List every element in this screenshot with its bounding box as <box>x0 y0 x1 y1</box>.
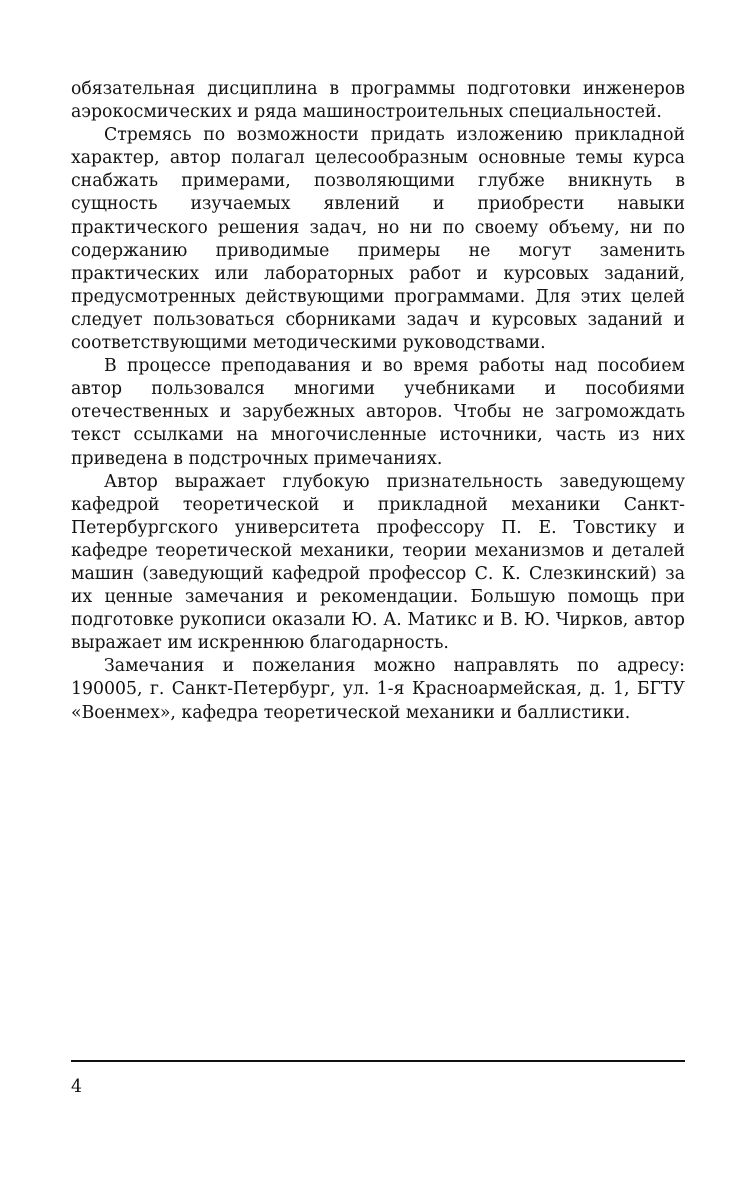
paragraph-continuation: обязательная дисциплина в программы подготовки инженеров аэрокосмических и ряда машиностроительных специальностей. <box>71 79 685 123</box>
paragraph-contact-address: Замечания и пожелания можно направлять по адресу: 190005, г. Санкт-Петербург, ул. 1-я Красноармейская, д. 1, БГТУ «Военмех», кафедра теоретической механики и баллистики. <box>71 656 685 723</box>
footer-divider <box>71 1060 685 1062</box>
page-body-text <box>71 78 685 725</box>
paragraph-acknowledgements: Автор выражает глубокую признательность заведующему кафедрой теоретической и прикладной механики Санкт-Петербургского университета профессору П. Е. Товстику и кафедре теоретической механики, теории механизмов и деталей машин (заведующий кафедрой профессор С. К. Слезкинский) за их ценные замечания и рекомендации. Большую помощь при подготовке рукописи оказали Ю. А. Матикс и В. Ю. Чирков, автор выражает им искреннюю благодарность. <box>71 471 685 654</box>
page-number: 4 <box>71 1077 82 1097</box>
paragraph-sources: В процессе преподавания и во время работы над пособием автор пользовался многими учебниками и пособиями отечественных и зарубежных авторов. Чтобы не загромождать текст ссылками на многочисленные источники, часть из них приведена в подстрочных примечаниях. <box>71 356 685 469</box>
paragraph-examples: Стремясь по возможности придать изложению прикладной характер, автор полагал целесообразным основные темы курса снабжать примерами, позволяющими глубже вникнуть в сущность изучаемых явлений и приобрести навыки практического решения задач, но ни по своему объему, ни по содержанию приводимые примеры не могут заменить практических или лабораторных работ и курсовых заданий, предусмотренных действующими программами. Для этих целей следует пользоваться сборниками задач и курсовых заданий и соответствующими методическими руководствами. <box>71 125 685 354</box>
